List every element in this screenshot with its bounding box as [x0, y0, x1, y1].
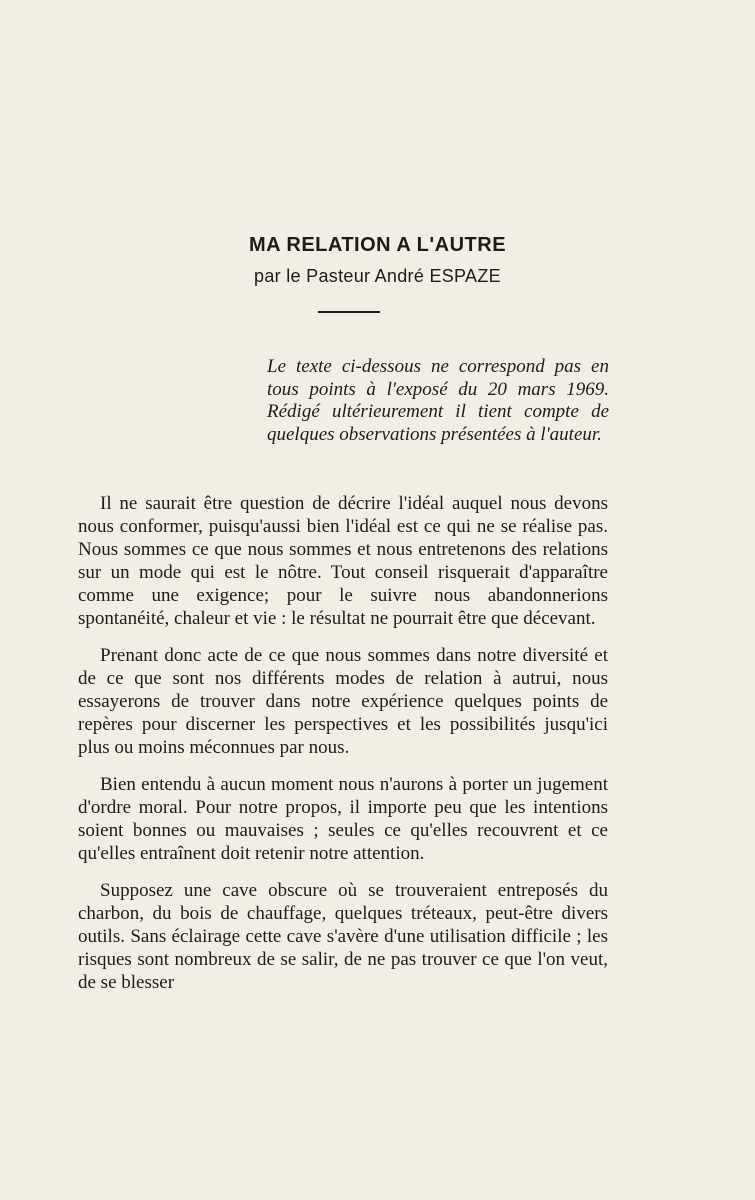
body-paragraph: Il ne saurait être question de décrire l'idéal auquel nous devons nous conformer, puisqu'aussi bien l'idéal est ce qui ne se réalise pas. Nous sommes ce que nous sommes et nous entretenons des relations sur un mode qui est le nôtre. Tout conseil risquerait d'apparaître comme une exigence; pour le suivre nous abandonnerions spontanéité, chaleur et vie : le résultat ne pourrait être que décevant.	[78, 493, 608, 629]
body-paragraph: Prenant donc acte de ce que nous sommes dans notre diversité et de ce que sont nos différents modes de relation à autrui, nous essayerons de trouver dans notre expérience quelques points de repères pour discerner les perspectives et les possibilités jusqu'ici plus ou moins méconnues par nous.	[78, 645, 608, 758]
article-body	[78, 492, 608, 994]
body-paragraph: Bien entendu à aucun moment nous n'aurons à porter un jugement d'ordre moral. Pour notre propos, il importe peu que les intentions soient bonnes ou mauvaises ; seules ce qu'elles recouvrent et ce qu'elles entraînent doit retenir notre attention.	[78, 774, 608, 864]
title-divider	[318, 311, 380, 313]
article-author: par le Pasteur André ESPAZE	[254, 266, 501, 286]
article-title: MA RELATION A L'AUTRE	[248, 234, 507, 256]
editorial-note: Le texte ci-dessous ne correspond pas en tous points à l'exposé du 20 mars 1969. Rédigé ultérieurement il tient compte de quelques observations présentées à l'auteur.	[267, 356, 609, 445]
body-paragraph: Supposez une cave obscure où se trouveraient entreposés du charbon, du bois de chauffage, quelques tréteaux, peut-être divers outils. Sans éclairage cette cave s'avère d'une utilisation difficile ; les risques sont nombreux de se salir, de ne pas trouver ce que l'on veut, de se blesser	[78, 880, 608, 993]
